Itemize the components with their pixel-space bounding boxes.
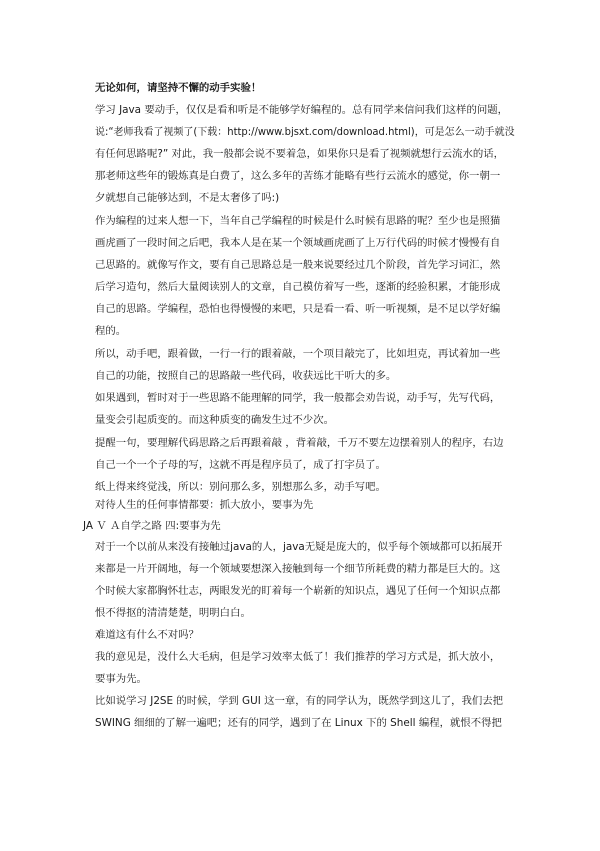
text-line: 量变会引起质变的。而这种质变的确发生过不少次。 <box>95 414 334 426</box>
text-line: 来都是一片开阔地，每一个领域要想深入接触到每一个细节所耗费的精力都是巨大的。这 <box>95 563 501 575</box>
text-line: 要事为先。 <box>95 673 147 685</box>
text-line: SWING 细细的了解一遍吧；还有的同学，遇到了在 Linux 下的 Shell 编程，就恨不得把 <box>95 717 502 729</box>
text-line: 纸上得来终觉浅，所以：别问那么多，别想那么多，动手写吧。 <box>95 481 386 493</box>
text-line: 说:“老师我看了视频了(下载：http://www.bjsxt.com/download.html)，可是怎么一动手就没 <box>95 126 515 138</box>
text-line: 己思路的。就像写作文，要有自己思路总是一般来说要经过几个阶段，首先学习词汇，然 <box>95 259 501 271</box>
text-line: 所以，动手吧，跟着做，一行一行的跟着敲，一个项目敲完了，比如坦克，再试着加一些 <box>95 348 501 360</box>
text-line: 自己一个一个子母的写，这就不再是程序员了，成了打字员了。 <box>95 459 386 471</box>
text-line: 后学习造句，然后大量阅读别人的文章，自己模仿着写一些，逐渐的经验积累，才能形成 <box>95 281 501 293</box>
text-line: 对待人生的任何事情都要：抓大放小，要事为先 <box>95 499 314 511</box>
text-line: 自己的思路。学编程，恐怕也得慢慢的来吧，只是看一看、听一听视频，是不足以学好编 <box>95 303 501 315</box>
text-line: 难道这有什么不对吗？ <box>95 629 199 641</box>
text-line: 我的意见是，没什么大毛病，但是学习效率太低了！我们推荐的学习方式是，抓大放小， <box>95 651 501 663</box>
text-line: 程的。 <box>95 325 127 337</box>
text-line: 学习 Java 要动手，仅仅是看和听是不能够学好编程的。总有同学来信问我们这样的问题， <box>95 104 509 116</box>
text-line: 恨不得抠的清清楚楚，明明白白。 <box>95 607 251 619</box>
text-line: 那老师这些年的锻炼真是白费了，这么多年的苦练才能略有些行云流水的感觉，你一朝一 <box>95 170 501 182</box>
text-line: 提醒一句，要理解代码思路之后再跟着敲 ，背着敲，千万不要左边摆着别人的程序，右边 <box>95 437 504 449</box>
text-line: 作为编程的过来人想一下，当年自己学编程的时候是什么时候有思路的呢？至少也是照猫 <box>95 215 501 227</box>
text-line: 画虎画了一段时间之后吧，我本人是在某一个领域画虎画了上万行代码的时候才慢慢有自 <box>95 237 501 249</box>
text-line: 比如说学习 J2SE 的时候，学到 GUI 这一章，有的同学认为，既然学到这儿了，我们去把 <box>95 695 504 707</box>
text-line: 对于一个以前从来没有接触过java的人，java无疑是庞大的，似乎每个领域都可以拓展开 <box>95 541 503 553</box>
text-line: 有任何思路呢?” 对此，我一般都会说不要着急，如果你只是看了视频就想行云流水的话， <box>95 148 505 160</box>
text-line: 个时候大家都胸怀壮志，两眼发光的盯着每一个崭新的知识点，遇见了任何一个知识点都 <box>95 585 501 597</box>
text-line: 如果遇到，暂时对于一些思路不能理解的同学，我一般都会劝告说，动手写，先写代码， <box>95 392 501 404</box>
text-line: 夕就想自己能够达到，不是太奢侈了吗:) <box>95 192 280 204</box>
heading-line: 无论如何，请坚持不懈的动手实验！ <box>95 82 262 94</box>
section-title: JA Ｖ Ａ自学之路 四:要事为先 <box>83 520 221 532</box>
text-line: 自己的功能，按照自己的思路敲一些代码，收获远比干听大的多。 <box>95 370 397 382</box>
